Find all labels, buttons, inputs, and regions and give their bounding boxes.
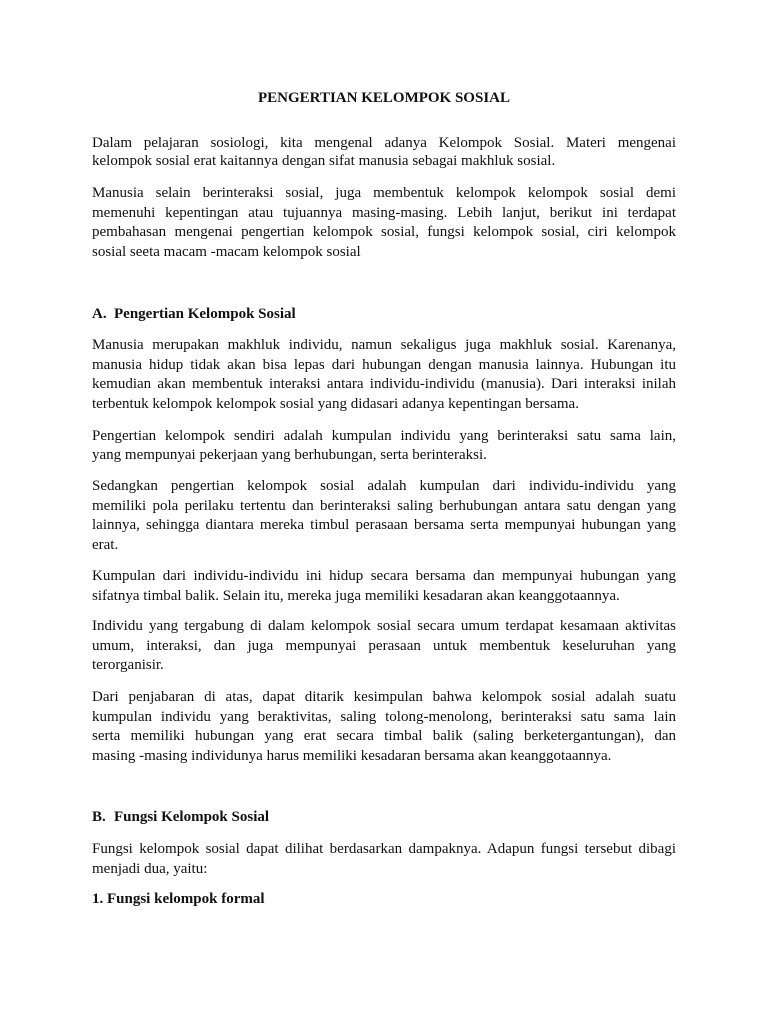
section-a-p6-line-4: masing -masing individunya harus memiliki kesadaran bersama akan keanggotaannya. <box>92 748 612 764</box>
section-b-p1-line-1: Fungsi kelompok sosial dapat dilihat berdasarkan dampaknya. Adapun fungsi tersebut dibagi <box>92 841 676 857</box>
section-a-p1-line-4: terbentuk kelompok kelompok sosial yang didasari adanya kepentingan bersama. <box>92 396 579 412</box>
section-b-title: Fungsi Kelompok Sosial <box>114 809 270 825</box>
intro-p2-line-4: sosial seeta macam -macam kelompok sosial <box>92 244 361 260</box>
section-a-p1-line-2: manusia hidup tidak akan bisa lepas dari hubungan dengan manusia lainnya. Hubungan itu <box>92 357 676 373</box>
section-b-heading <box>92 808 269 826</box>
section-a-p6-line-1: Dari penjabaran di atas, dapat ditarik kesimpulan bahwa kelompok sosial adalah suatu <box>92 689 676 705</box>
section-a-p6-line-3: serta memiliki hubungan yang erat secara timbal balik (saling berketergantungan), dan <box>92 728 676 744</box>
section-a-p4-line-1: Kumpulan dari individu-individu ini hidup secara bersama dan mempunyai hubungan yang <box>92 568 676 584</box>
section-b-p1-line-2: menjadi dua, yaitu: <box>92 861 208 877</box>
intro-p1-line-1: Dalam pelajaran sosiologi, kita mengenal adanya Kelompok Sosial. Materi mengenai <box>92 135 676 151</box>
section-a-p3-line-1: Sedangkan pengertian kelompok sosial adalah kumpulan dari individu-individu yang <box>92 478 676 494</box>
section-a-title: Pengertian Kelompok Sosial <box>114 306 296 322</box>
section-a-p1-line-1: Manusia merupakan makhluk individu, namun sekaligus juga makhluk sosial. Karenanya, <box>92 337 676 353</box>
intro-p1-line-2: kelompok sosial erat kaitannya dengan sifat manusia sebagai makhluk sosial. <box>92 153 556 169</box>
section-a-p1-line-3: kemudian akan membentuk interaksi antara individu-individu (manusia). Dari interaksi inilah <box>92 376 676 392</box>
section-a-heading <box>92 305 296 323</box>
section-b-subheading-1: 1. Fungsi kelompok formal <box>92 891 265 907</box>
section-a-p3-line-3: lainnya, sehingga diantara mereka timbul perasaan bersama serta mempunyai hubungan yang <box>92 517 676 533</box>
section-a-p5-line-3: terorganisir. <box>92 657 164 673</box>
section-a-p2-line-2: yang mempunyai pekerjaan yang berhubungan, serta berinteraksi. <box>92 447 487 463</box>
section-a-label: A. <box>92 306 107 322</box>
section-a-p5-line-1: Individu yang tergabung di dalam kelompok sosial secara umum terdapat kesamaan aktivitas <box>92 618 676 634</box>
section-a-p2-line-1: Pengertian kelompok sendiri adalah kumpulan individu yang berinteraksi satu sama lain, <box>92 428 676 444</box>
document-title: PENGERTIAN KELOMPOK SOSIAL <box>257 90 510 106</box>
section-a-p3-line-4: erat. <box>92 537 119 553</box>
section-a-p6-line-2: kumpulan individu yang beraktivitas, saling tolong-menolong, berinteraksi satu sama lain <box>92 709 676 725</box>
section-a-p3-line-2: memiliki pola perilaku tertentu dan berinteraksi saling berhubungan antara satu dengan yang <box>92 498 676 514</box>
intro-p2-line-3: pembahasan mengenai pengertian kelompok sosial, fungsi kelompok sosial, ciri kelompok <box>92 224 676 240</box>
section-a-p4-line-2: sifatnya timbal balik. Selain itu, mereka juga memiliki kesadaran akan keanggotaannya. <box>92 588 620 604</box>
section-a-p5-line-2: umum, interaksi, dan juga mempunyai perasaan untuk membentuk keseluruhan yang <box>92 638 676 654</box>
section-b-label: B. <box>92 809 106 825</box>
intro-p2-line-1: Manusia selain berinteraksi sosial, juga membentuk kelompok kelompok sosial demi <box>92 185 676 201</box>
intro-p2-line-2: memenuhi kepentingan atau tujuannya masing-masing. Lebih lanjut, berikut ini terdapat <box>92 205 676 221</box>
